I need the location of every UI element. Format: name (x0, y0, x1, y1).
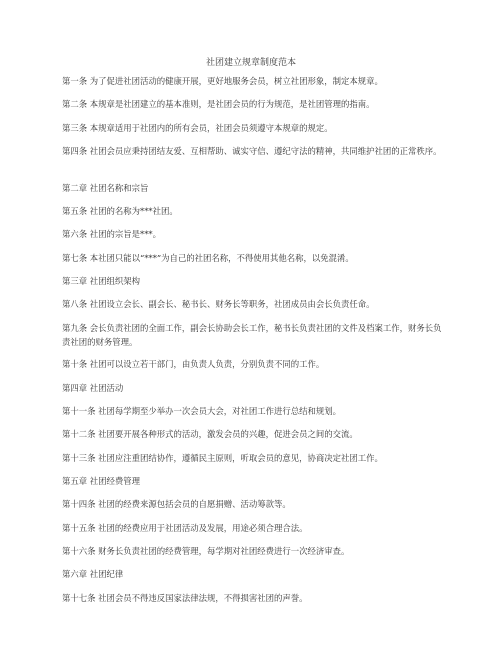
chapter-heading-3: 第三章 社团组织架构 (62, 276, 141, 286)
paragraph-article-14: 第十四条 社团的经费来源包括会员的自愿捐赠、活动筹款等。 (62, 499, 291, 509)
chapter-heading-2: 第二章 社团名称和宗旨 (62, 183, 149, 193)
paragraph-article-5: 第五条 社团的名称为***社团。 (62, 206, 178, 216)
paragraph-article-16: 第十六条 财务长负责社团的经费管理，每学期对社团经费进行一次经济审查。 (62, 546, 350, 556)
chapter-heading-6: 第六章 社团纪律 (62, 569, 124, 579)
paragraph-article-6: 第六条 社团的宗旨是***。 (62, 229, 161, 239)
document-title: 社团建立规章制度范本 (205, 58, 296, 68)
paragraph-article-8: 第八条 社团设立会长、副会长、秘书长、财务长等职务，社团成员由会长负责任命。 (62, 299, 375, 309)
chapter-heading-4: 第四章 社团活动 (62, 383, 124, 393)
paragraph-article-2: 第二条 本规章是社团建立的基本准则，是社团会员的行为规范，是社团管理的指南。 (62, 99, 375, 109)
paragraph-article-3: 第三条 本规章适用于社团内的所有会员，社团会员须遵守本规章的规定。 (62, 123, 333, 133)
chapter-heading-5: 第五章 社团经费管理 (62, 476, 141, 486)
paragraph-article-10: 第十条 社团可以设立若干部门，由负责人负责，分别负责不同的工作。 (62, 359, 325, 369)
paragraph-article-12: 第十二条 社团要开展各种形式的活动，激发会员的兴趣，促进会员之间的交流。 (62, 429, 358, 439)
paragraph-article-7: 第七条 本社团只能以“***”为自己的社团名称，不得使用其他名称，以免混淆。 (62, 253, 354, 263)
paragraph-article-11: 第十一条 社团每学期至少举办一次会员大会，对社团工作进行总结和规划。 (62, 406, 342, 416)
paragraph-article-17: 第十七条 社团会员不得违反国家法律法规，不得损害社团的声誉。 (62, 593, 308, 603)
paragraph-article-1: 第一条 为了促进社团活动的健康开展，更好地服务会员，树立社团形象，制定本规章。 (62, 76, 383, 86)
paragraph-article-4: 第四条 社团会员应秉持团结友爱、互相帮助、诚实守信、遵纪守法的精神，共同维护社团的正常秩序。 (62, 146, 442, 156)
paragraph-article-13: 第十三条 社团应注重团结协作，遵循民主原则，听取会员的意见，协商决定社团工作。 (62, 453, 383, 463)
paragraph-article-9: 第九条 会长负责社团的全面工作，副会长协助会长工作，秘书长负责社团的文件及档案工作，财务长负责社团的财务管理。 (62, 323, 442, 347)
paragraph-article-15: 第十五条 社团的经费应用于社团活动及发展，用途必须合理合法。 (62, 523, 308, 533)
